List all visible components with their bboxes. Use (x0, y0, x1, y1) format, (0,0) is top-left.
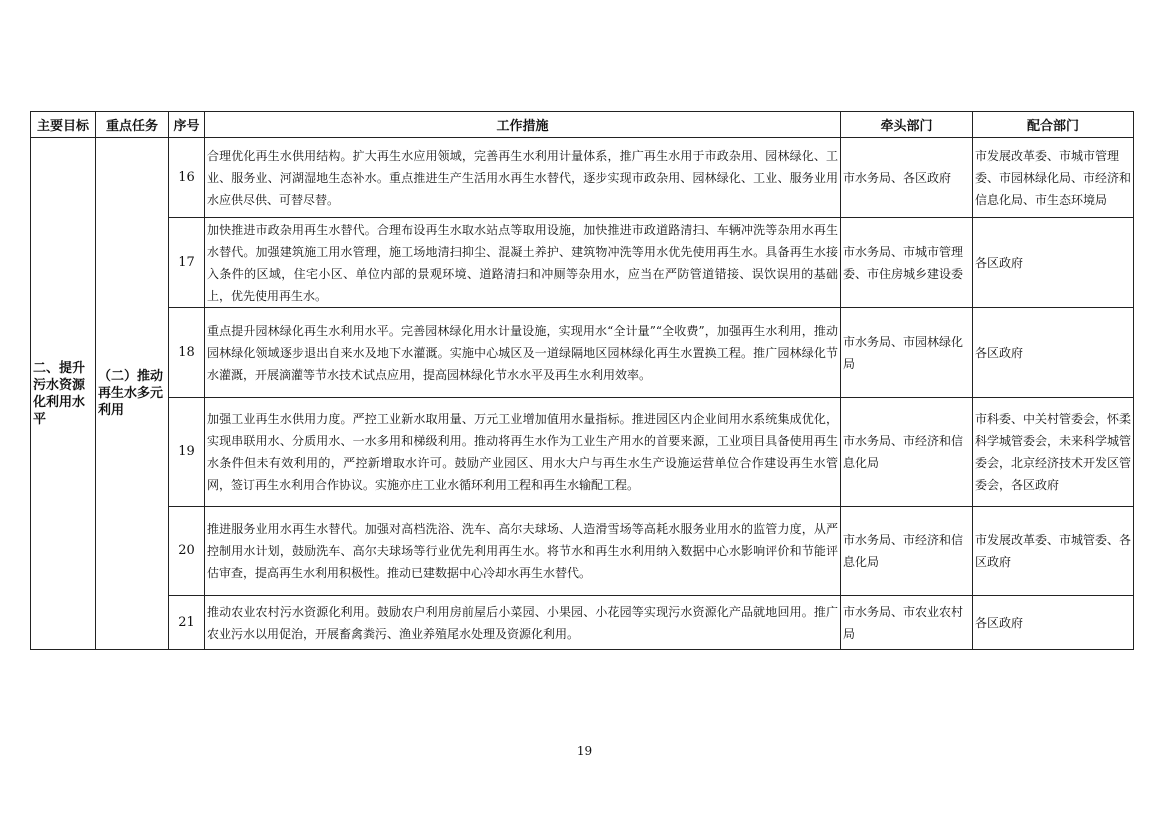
table-row (31, 308, 1134, 398)
header-measure: 工作措施 (205, 112, 841, 138)
measures-table (30, 111, 1134, 650)
table-row (31, 507, 1134, 596)
row-measure: 加快推进市政杂用再生水替代。合理布设再生水取水站点等取用设施，加快推进市政道路清扫、车辆冲洗等杂用水再生水替代。加强建筑施工用水管理，施工场地清扫抑尘、混凝土养护、建筑物冲洗等用水优先使用再生水。具备再生水接入条件的区域，住宅小区、单位内部的景观环境、道路清扫和冲厕等杂用水，应当在严防管道错接、误饮误用的基础上，优先使用再生水。 (205, 218, 841, 308)
row-num: 19 (169, 398, 205, 507)
row-measure: 推动农业农村污水资源化利用。鼓励农户利用房前屋后小菜园、小果园、小花园等实现污水资源化产品就地回用。推广农业污水以用促治，开展畜禽粪污、渔业养殖尾水处理及资源化利用。 (205, 596, 841, 650)
header-goal: 主要目标 (31, 112, 96, 138)
header-lead: 牵头部门 (841, 112, 973, 138)
header-row (31, 112, 1134, 138)
header-task: 重点任务 (96, 112, 169, 138)
row-measure: 推进服务业用水再生水替代。加强对高档洗浴、洗车、高尔夫球场、人造滑雪场等高耗水服务业用水的监管力度，从严控制用水计划，鼓励洗车、高尔夫球场等行业优先利用再生水。将节水和再生水利用纳入数据中心水影响评价和节能评估审查，提高再生水利用积极性。推动已建数据中心冷却水再生水替代。 (205, 507, 841, 596)
table-row (31, 596, 1134, 650)
row-lead: 市水务局、市经济和信息化局 (841, 398, 973, 507)
row-lead: 市水务局、市城市管理委、市住房城乡建设委 (841, 218, 973, 308)
row-coop: 市科委、中关村管委会，怀柔科学城管委会，未来科学城管委会，北京经济技术开发区管委会，各区政府 (973, 398, 1134, 507)
row-lead: 市水务局、各区政府 (841, 138, 973, 218)
row-lead: 市水务局、市园林绿化局 (841, 308, 973, 398)
header-coop: 配合部门 (973, 112, 1134, 138)
row-num: 21 (169, 596, 205, 650)
header-num: 序号 (169, 112, 205, 138)
goal-cell: 二、提升污水资源化利用水平 (31, 138, 96, 650)
row-coop: 各区政府 (973, 308, 1134, 398)
row-measure: 加强工业再生水供用力度。严控工业新水取用量、万元工业增加值用水量指标。推进园区内企业间用水系统集成优化，实现串联用水、分质用水、一水多用和梯级利用。推动将再生水作为工业生产用水的首要来源，工业项目具备使用再生水条件但未有效利用的，严控新增取水许可。鼓励产业园区、用水大户与再生水生产设施运营单位合作建设再生水管网，签订再生水利用合作协议。实施亦庄工业水循环利用工程和再生水输配工程。 (205, 398, 841, 507)
table-row (31, 218, 1134, 308)
task-cell: （二）推动再生水多元利用 (96, 138, 169, 650)
table-row (31, 398, 1134, 507)
row-measure: 合理优化再生水供用结构。扩大再生水应用领域，完善再生水利用计量体系，推广再生水用于市政杂用、园林绿化、工业、服务业、河湖湿地生态补水。重点推进生产生活用水再生水替代，逐步实现市政杂用、园林绿化、工业、服务业用水应供尽供、可替尽替。 (205, 138, 841, 218)
row-coop: 各区政府 (973, 596, 1134, 650)
row-lead: 市水务局、市农业农村局 (841, 596, 973, 650)
table-row (31, 138, 1134, 218)
row-lead: 市水务局、市经济和信息化局 (841, 507, 973, 596)
row-coop: 各区政府 (973, 218, 1134, 308)
row-num: 18 (169, 308, 205, 398)
page-number: 19 (576, 744, 593, 758)
row-num: 16 (169, 138, 205, 218)
row-coop: 市发展改革委、市城市管理委、市园林绿化局、市经济和信息化局、市生态环境局 (973, 138, 1134, 218)
row-coop: 市发展改革委、市城管委、各区政府 (973, 507, 1134, 596)
row-num: 17 (169, 218, 205, 308)
row-num: 20 (169, 507, 205, 596)
row-measure: 重点提升园林绿化再生水利用水平。完善园林绿化用水计量设施，实现用水“全计量”“全收费”，加强再生水利用，推动园林绿化领域逐步退出自来水及地下水灌溉。实施中心城区及一道绿隔地区园林绿化再生水置换工程。推广园林绿化节水灌溉，开展滴灌等节水技术试点应用，提高园林绿化节水水平及再生水利用效率。 (205, 308, 841, 398)
